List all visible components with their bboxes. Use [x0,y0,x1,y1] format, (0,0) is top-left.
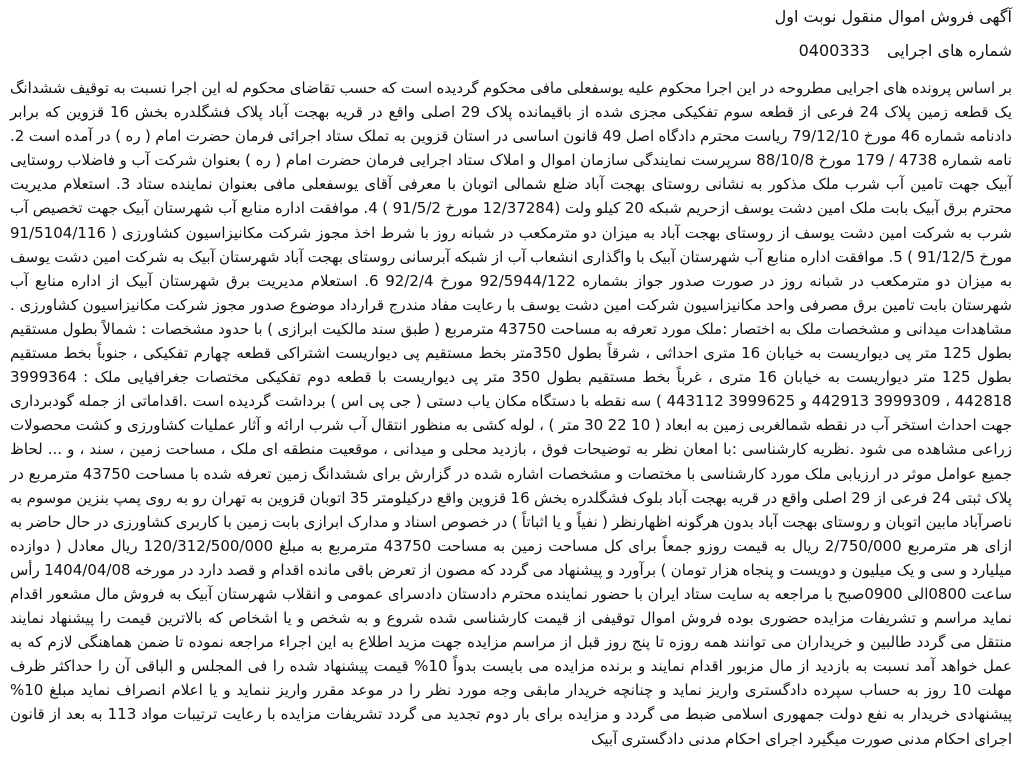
notice-title: آگهی فروش اموال منقول نوبت اول [774,7,1012,26]
notice-body: بر اساس پرونده های اجرایی مطروحه در این اجرا محکوم علیه یوسفعلی مافی محکوم گردیده است که حسب تقاضای محکوم له این اجرا نسبت به توقیف ششدانگ یک قطعه زمین پلاک 24 فرعی از قطعه سوم تفکیکی مجزی شده از باقیمانده پلاک 29 اصلی واقع در قریه بهجت آباد پلاک فشگلدره بخش 16 قزوین که برابر دادنامه شماره 46 مورخ 79/12/10 ریاست محترم دادگاه اصل 49 قانون اساسی در استان قزوین به تملک ستاد اجرائی فرمان حضرت امام ( ره ) در آمده است 2. نامه شماره 4738 / 179 مورخ 88/10/8 سرپرست نمایندگی سازمان اموال و املاک ستاد اجرایی فرمان حضرت امام ( ره ) بعنوان شرکت آب و فاضلاب روستایی آبیک جهت تامین آب شرب ملک مذکور به نشانی روستای بهجت آباد ضلع شمالی اتوبان با معرفی آقای یوسفعلی مافی بعنوان نماینده ستاد 3. استعلام مدیریت محترم برق آبیک بابت ملک امین دشت یوسف ازحریم شبکه 20 کیلو ولت (12/37284 مورخ 91/5/2 ) 4. موافقت اداره منابع آب شهرستان آبیک جهت تخصیص آب شرب به شرکت امین دشت یوسف از روستای بهجت آباد به میزان دو مترمکعب در شبانه روز با شرط اخذ مجوز شرکت مکانیزاسیون کشاورزی ( 91/5104/116 مورخ 91/12/5 ) 5. موافقت اداره منابع آب شهرستان آبیک با واگذاری انشعاب آب از شبکه آبرسانی روستای بهجت آباد شهرستان آبیک به شرکت امین دشت یوسف به میزان دو مترمکعب در شبانه روز در صورت صدور جواز بشماره 92/5944/122 مورخ 92/2/4 6. استعلام مدیریت برق شهرستان آبیک از اداره منابع آب شهرستان بابت تامین برق مصرفی واحد مکانیزاسیون شرکت امین دشت یوسف با رعایت مفاد مندرج قرارداد موضوع صدور مجوز شرکت مکانیزاسیون کشاورزی . مشاهدات میدانی و مشخصات ملک به اختصار :ملک مورد تعرفه به مساحت 43750 مترمربع ( طبق سند مالکیت ابرازی ) با حدود مشخصات : شمالاً بطول مستقیم بطول 125 متر پی دیواریست به خیابان 16 متری احداثی ، شرقاً بطول 350متر بخط مستقیم پی دیواریست اشتراکی قطعه چهارم تفکیکی ، جنوباً بخط مستقیم بطول 125 متر دیواریست به خیابان 16 متری ، غرباً بخط مستقیم بطول 350 متر پی دیواریست با قطعه دوم تفکیکی مختصات جغرافیایی ملک : 3999364 442818 ، 3999309 442913 و 3999625 443112 ) سه نقطه با دستگاه مکان یاب دستی ( جی پی اس ) برداشت گردیده است .اقداماتی از جمله گودبرداری جهت احداث استخر آب در نقطه شمالغربی زمین به ابعاد ( 10 22 30 متر ) ، لوله کشی به منظور انتقال آب شرب ارائه و آثار عملیات کشاورزی و کشت محصولات زراعی مشاهده می شود .نظریه کارشناسی :با امعان نظر به توضیحات فوق ، بازدید محلی و میدانی ، موقعیت منطقه ای ملک ، مساحت زمین ، سند ، و ... لحاظ جمیع عوامل موثر در ارزیابی ملک مورد کارشناسی با مختصات و مشخصات اشاره شده در گزارش برای ششدانگ زمین تعرفه شده با مساحت 43750 مترمربع در پلاک ثبتی 24 فرعی از 29 اصلی واقع در قریه بهجت آباد بلوک فشگلدره بخش 16 قزوین واقع درکیلومتر 35 اتوبان قزوین به تهران رو به روی پمپ بنزین موسوم به ناصرآباد مابین اتوبان و روستای بهجت آباد بدون هرگونه اظهارنظر ( نفیاً و یا اثباتاً ) در خصوص اسناد و مدارک ابرازی بابت زمین با کاربری کشاورزی در حال حاضر به ازای هر مترمربع 2/750/000 ریال به قیمت روزو جمعاً برای کل مساحت زمین به مساحت 43750 مترمربع به مبلغ 120/312/500/000 ریال معادل ( دوازده میلیارد و سی و یک میلیون و دویست و پنجاه هزار تومان ) برآورد و پیشنهاد می گردد که مصون از تعرض باقی مانده اقدام و قصد دارد در مورخه 1404/04/08 رأس ساعت 0800الی 0900صبح با مراجعه به سایت ستاد ایران با حضور نماینده محترم دادستان دادسرای عمومی و انقلاب شهرستان آبیک به فروش مال مشعور اقدام نماید مراسم و تشریفات مزایده حضوری بوده فروش اموال توقیفی از قیمت کارشناسی شده شروع و به شخص و یا اشخاص که بالاترین قیمت را پیشنهاد نمایند منتقل می گردد طالبین و خریداران می توانند همه روزه تا پنج روز قبل از مراسم مزایده جهت مزید اطلاع به این اجراء مراجعه نموده تا ضمن هماهنگی لازم که به عمل خواهد آمد نسبت به بازدید از مال مزبور اقدام نمایند و برنده مزایده می بایست بدواً 10% قیمت پیشنهاد شده را فی المجلس و الباقی آن را حداکثر ظرف مهلت 10 روز به حساب سپرده دادگستری واریز نماید و چنانچه خریدار مابقی وجه مورد نظر را در موعد مقرر واریز ننماید و یا اعلام انصراف نماید مبلغ 10% پیشنهادی خریدار به نفع دولت جمهوری اسلامی ضبط می گردد و مزایده برای بار دوم تجدید می گردد تشریفات مزایده با رعایت ترتیبات مواد 113 به بعد از قانون اجرای احکام مدنی صورت میگیرد اجرای احکام مدنی دادگستری آبیک [10,79,1013,748]
execution-number-line [10,40,1012,62]
execution-number-label: شماره های اجرایی [886,41,1012,60]
execution-number-value: 0400333 [798,41,870,60]
